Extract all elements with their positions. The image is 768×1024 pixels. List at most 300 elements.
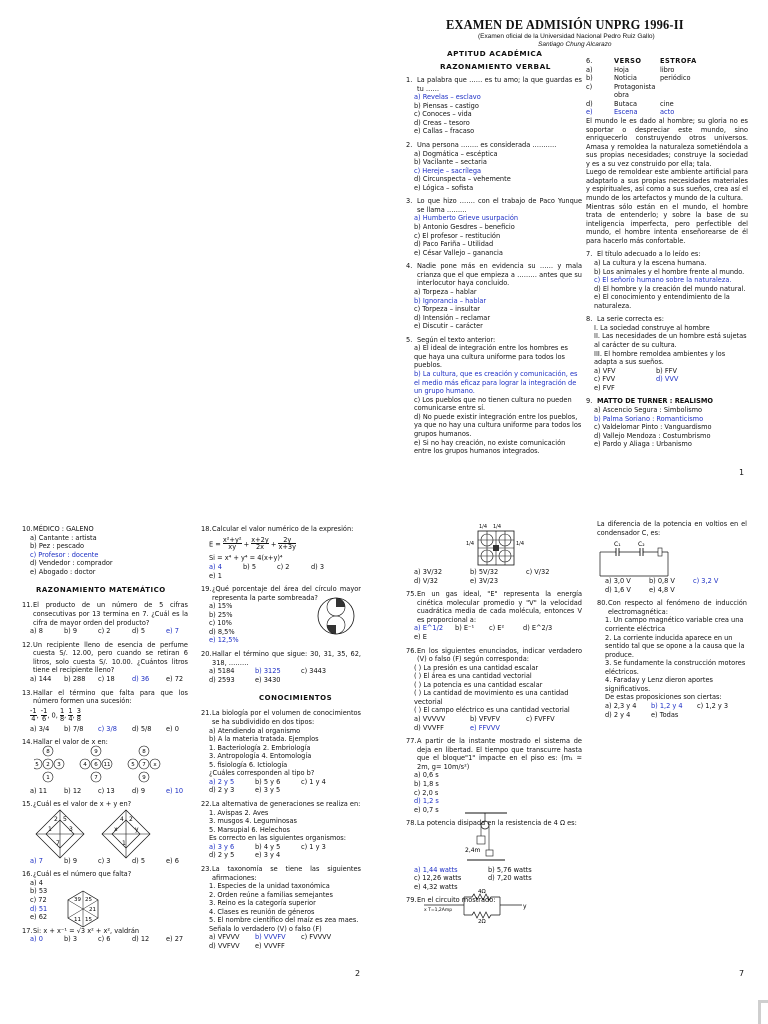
q78-circuit-figure <box>422 887 534 925</box>
answer-option[interactable]: c) 3,2 V <box>693 577 719 586</box>
answer-option[interactable]: d) Intensión – reclamar <box>414 313 491 322</box>
answer-option[interactable]: b) 1,2 y 4 <box>651 702 683 710</box>
q6-header-estrofa: ESTROFA <box>660 57 697 65</box>
question-number: 18. <box>201 525 212 533</box>
answer-options <box>201 563 361 580</box>
answer-option[interactable]: a) Cantante : artista <box>30 533 97 542</box>
answer-option[interactable]: e) 6 <box>166 856 179 865</box>
answer-option[interactable]: d) 36 <box>132 674 150 683</box>
question-text: MATTO DE TURNER : REALISMO <box>597 397 713 406</box>
question-stem <box>22 689 188 706</box>
answer-option[interactable]: b) 1,8 s <box>414 779 439 788</box>
answer-option[interactable]: a) 8 <box>30 627 43 636</box>
q79-intro: La diferencia de la potencia en voltios en el condensador C, es: <box>597 520 747 537</box>
answer-option[interactable]: d) No puede existir integración entre los pueblos, ya que no hay una cultura uniforme para todos los grupos humanos. <box>414 412 582 438</box>
answer-option[interactable]: d) 2 y 5 <box>209 851 235 860</box>
answer-option[interactable]: c) FVV <box>594 375 616 384</box>
answer-option[interactable]: b) Palma Soriano : Romanticismo <box>594 414 704 423</box>
question-text: La palabra que …… es tu amo; la que guardas es tu …… <box>417 76 582 93</box>
answer-option[interactable]: c) E² <box>489 624 505 633</box>
answer-option[interactable]: e) Discutir – carácter <box>414 322 483 331</box>
answer-option[interactable]: c) FVVVV <box>301 933 332 942</box>
answer-option[interactable]: a) Ascencio Segura : Simbolismo <box>594 405 703 414</box>
question-statement: ¿Cuáles corresponden al tipo b? <box>209 769 315 778</box>
answer-options <box>201 843 361 860</box>
answer-option[interactable]: b) Pez : pescado <box>30 542 85 551</box>
answer-option[interactable]: a) El ideal de integración entre los hombres es que haya una cultura uniforme para todos los pueblos. <box>414 344 568 370</box>
q14-number: 7 <box>94 775 98 781</box>
answer-option[interactable]: d) Creas – tesoro <box>414 118 470 127</box>
answer-option[interactable]: c) 1 y 3 <box>301 842 326 851</box>
answer-option[interactable]: d) VVFVV <box>209 942 240 950</box>
answer-options <box>22 935 188 944</box>
answer-option[interactable]: d) 5 <box>132 627 146 636</box>
svg-text:x: x <box>114 826 118 833</box>
question-stem <box>406 197 582 214</box>
svg-text:x T=1,2Amp: x T=1,2Amp <box>424 908 453 913</box>
answer-option[interactable]: b) 5 <box>243 562 257 571</box>
q14-number: x <box>153 762 157 768</box>
answer-option[interactable]: a) 11 <box>30 786 48 795</box>
q14-circles-figure <box>34 744 164 784</box>
question-block <box>586 250 748 310</box>
answer-option[interactable]: e) 62 <box>30 913 48 922</box>
answer-option[interactable]: a) 3 y 6 <box>209 842 235 851</box>
answer-option[interactable]: a) 0 <box>30 935 43 944</box>
answer-option[interactable]: d) 8,5% <box>209 627 235 636</box>
answer-option[interactable]: c) 6 <box>98 935 111 944</box>
question-number: 77. <box>406 737 417 746</box>
q6-option-row[interactable] <box>586 100 699 109</box>
question-stem <box>201 709 361 726</box>
svg-text:1: 1 <box>122 840 126 847</box>
svg-text:1/4: 1/4 <box>466 541 475 547</box>
q74-figure <box>466 521 528 569</box>
question-text: Un recipiente lleno de esencia de perfume cuesta S/. 12.00, pero cuando se retiran 6 litros, solo cuesta S/. 10.00. ¿Cuántos litros tiene el recipiente lleno? <box>33 640 188 675</box>
answer-option[interactable]: a) 144 <box>30 674 52 683</box>
q14-number: 11 <box>103 762 111 768</box>
question-block <box>597 599 747 719</box>
q18-expression: E = $\frac{\text{x²+y²}}{xy}$ + $\frac{x+2y}{2x}$ + $\frac{2y}{x+3y}$ <box>209 535 297 552</box>
answer-option[interactable]: b) 3125 <box>255 667 281 676</box>
question-number: 14. <box>22 738 33 747</box>
q6-cell: Butaca <box>614 99 637 108</box>
question-number: 15. <box>22 800 33 809</box>
question-stem <box>22 525 188 534</box>
svg-text:7: 7 <box>56 840 60 847</box>
question-block <box>406 647 582 733</box>
question-stem <box>406 76 582 93</box>
answer-option[interactable]: e) E <box>414 632 427 641</box>
question-number: 2. <box>406 140 413 149</box>
answer-option[interactable]: e) 27 <box>166 935 184 944</box>
answer-option[interactable]: d) 9 <box>132 786 146 795</box>
svg-text:11: 11 <box>74 917 81 923</box>
answer-option[interactable]: c) 1 y 4 <box>301 777 326 786</box>
answer-options <box>406 93 582 136</box>
answer-option[interactable]: d) 51 <box>30 904 48 913</box>
exam-author: Santiago Chung Alcarazo <box>538 41 612 48</box>
answer-option[interactable]: e) Si no hay creación, no existe comunicación entre los grupos humanos integrados. <box>414 438 566 456</box>
answer-option[interactable]: c) Profesor : docente <box>30 550 99 559</box>
answer-option[interactable]: c) El señorío humano sobre la naturaleza. <box>594 276 732 285</box>
answer-option[interactable]: a) VFVVV <box>209 933 240 942</box>
question-number: 23. <box>201 864 212 873</box>
q6-option-row[interactable] <box>586 83 699 100</box>
answer-option[interactable]: b) La cultura, que es creación y comunicación, es el medio más eficaz para lograr la integración de un grupo humano. <box>414 370 578 396</box>
answer-option[interactable]: a) 2 y 5 <box>209 777 235 786</box>
answer-option[interactable]: e) FFVVV <box>470 723 500 732</box>
answer-option[interactable]: a) 2,3 y 4 <box>605 702 637 710</box>
q6-cell: libro <box>660 65 675 74</box>
answer-option[interactable]: a) 4 <box>30 878 43 887</box>
question-number: 16. <box>22 870 33 879</box>
answer-option[interactable]: b) E⁻¹ <box>455 624 475 633</box>
answer-option[interactable]: b) FFV <box>656 366 677 375</box>
answer-options <box>201 667 361 684</box>
q6-cell: Hoja <box>614 65 629 74</box>
answer-option[interactable]: e) Lógica – sofista <box>414 183 474 192</box>
answer-option[interactable]: b) 4 y 5 <box>255 842 281 851</box>
question-text: Con respecto al fenómeno de inducción electromagnética: <box>608 599 747 616</box>
answer-options <box>22 627 188 636</box>
question-text: MÉDICO : GALENO <box>33 525 94 533</box>
answer-option[interactable]: c) FVFFV <box>526 715 555 723</box>
answer-option[interactable]: b) 9 <box>64 627 78 636</box>
answer-option[interactable]: e) 0 <box>166 724 179 733</box>
q6-option-row[interactable] <box>586 66 699 75</box>
q14-number: 6 <box>94 762 98 768</box>
answer-option[interactable]: a) Humberto Grieve usurpación <box>414 214 519 223</box>
answer-option[interactable]: a) La cultura y la escena humana. <box>594 258 707 267</box>
answer-option[interactable]: b) 5,76 watts <box>488 865 532 874</box>
answer-option[interactable]: e) Abogado : doctor <box>30 567 96 576</box>
question-text: La taxonomía se tiene las siguientes afirmaciones: <box>212 864 361 882</box>
answer-option[interactable]: b) 3 <box>64 935 78 944</box>
answer-option[interactable]: a) 1,44 watts <box>414 865 458 874</box>
answer-option[interactable]: e) FVF <box>594 383 615 392</box>
question-stem <box>406 737 582 771</box>
question-text: Según el texto anterior: <box>417 335 496 344</box>
answer-option[interactable]: a) 7 <box>30 856 43 865</box>
answer-option[interactable]: c) Hereje – sacrílega <box>414 166 482 175</box>
q6-cell: acto <box>660 108 675 117</box>
question-number: 11. <box>22 601 33 610</box>
answer-option[interactable]: e) 4,32 watts <box>414 882 458 891</box>
answer-option[interactable]: d) 2593 <box>209 675 235 684</box>
answer-option[interactable]: c) Valdelomar Pinto : Vanguardismo <box>594 423 712 432</box>
answer-option[interactable]: d) E^2/3 <box>523 624 553 633</box>
answer-option[interactable]: c) Torpeza – insultar <box>414 305 480 314</box>
answer-option[interactable]: e) 72 <box>166 674 184 683</box>
question-stem <box>201 525 361 534</box>
answer-option[interactable]: e) 3 y 5 <box>255 786 281 795</box>
question-statement: ( ) El área es una cantidad vectorial <box>414 672 532 681</box>
answer-option[interactable]: b) Los animales y el hombre frente al mundo. <box>594 267 745 276</box>
question-number: 10. <box>22 525 33 533</box>
question-statement: 3. Se fundamente la construcción motores eléctricos. <box>605 659 746 676</box>
answer-option[interactable]: e) El conocimiento y entendimiento de la naturaleza. <box>594 293 730 310</box>
question-stem <box>22 870 188 879</box>
question-stem <box>22 601 188 627</box>
answer-options <box>586 259 748 310</box>
question-statement: b) A la materia tratada. Ejemplos <box>209 735 319 744</box>
answer-option[interactable]: e) 3V/23 <box>470 576 499 585</box>
answer-options <box>406 624 582 641</box>
answer-option[interactable]: d) 5/8 <box>132 724 152 733</box>
answer-option[interactable]: c) 18 <box>98 674 115 683</box>
question-stem <box>406 141 582 150</box>
answer-option[interactable]: b) 25% <box>209 610 233 619</box>
answer-option[interactable]: a) 4 <box>209 562 222 571</box>
question-block <box>201 709 361 795</box>
answer-option[interactable]: b) VFVFV <box>470 715 500 723</box>
answer-option[interactable]: d) VVV <box>656 375 679 384</box>
answer-option[interactable]: b) Piensas – castigo <box>414 101 479 110</box>
q14-number: 2 <box>46 762 50 768</box>
question-statement: III. El hombre remoldea ambientes y los adapta a sus sueños. <box>594 349 726 367</box>
answer-option[interactable]: b) 7/8 <box>64 724 84 733</box>
answer-option[interactable]: d) 1,6 V <box>605 585 631 594</box>
question-text: Nadie pone más en evidencia su …… y mala crianza que el que empieza a ……… antes que su interlocutor haya concluido. <box>417 262 582 288</box>
question-text: Lo que hizo ……. con el trabajo de Paco Yunque se llama ……… <box>417 197 582 214</box>
svg-text:C₁: C₁ <box>614 541 621 548</box>
answer-option[interactable]: c) 1,2 y 3 <box>697 702 729 710</box>
answer-option[interactable]: c) 12,26 watts <box>414 874 462 883</box>
page-number-2: 2 <box>355 969 361 978</box>
answer-option[interactable]: a) VFV <box>594 366 616 375</box>
answer-option[interactable]: e) 4,8 V <box>649 585 675 594</box>
q14-number: 9 <box>94 749 98 755</box>
answer-option[interactable]: d) El hombre y la creación del mundo natural. <box>594 284 746 293</box>
answer-option[interactable]: b) Ignorancia – hablar <box>414 296 487 305</box>
question-text: Calcular el valor numérico de la expresión: <box>212 525 354 533</box>
q6-table <box>586 57 699 117</box>
answer-option[interactable]: a) 5184 <box>209 667 235 676</box>
question-statement: Es correcto en las siguientes organismos: <box>209 834 346 843</box>
question-stem <box>406 336 582 345</box>
answer-option[interactable]: d) 12 <box>132 935 150 944</box>
answer-option[interactable]: b) 288 <box>64 674 86 683</box>
text-paragraph-2: Luego de remoldear este ambiente artificial para adaptarlo a sus propias necesidades materiales y espirituales, así como a sus sueños, crea así el mundo de los artefactos y mundo de la cultura. <box>586 168 748 202</box>
answer-option[interactable]: a) Dogmática – escéptica <box>414 149 498 158</box>
question-statement: 2. Orden reúne a familias semejantes <box>209 890 333 899</box>
answer-option[interactable]: d) VVVFF <box>414 723 444 732</box>
answer-options <box>406 771 582 814</box>
answer-option[interactable]: c) 2 <box>277 562 290 571</box>
question-block <box>586 315 748 392</box>
answer-option[interactable]: b) 12 <box>64 786 82 795</box>
answer-option[interactable]: d) 3 <box>311 562 325 571</box>
answer-option[interactable]: b) 53 <box>30 887 48 896</box>
answer-option[interactable]: d) Vendedor : comprador <box>30 559 113 568</box>
question-number: 4. <box>406 262 413 271</box>
answer-option[interactable]: a) 3/4 <box>30 724 50 733</box>
question-text: En los siguientes enunciados, indicar verdadero (V) o falso (F) según corresponda: <box>417 646 582 664</box>
svg-text:2: 2 <box>129 816 133 823</box>
question-block <box>22 641 188 684</box>
answer-option[interactable]: d) 2 y 4 <box>605 710 631 719</box>
question-statement: 4. Clases es reunión de géneros <box>209 907 315 916</box>
answer-option[interactable]: b) 0,8 V <box>649 577 675 586</box>
q14-number: 1 <box>46 775 50 781</box>
answer-option[interactable]: e) 3 y 4 <box>255 851 281 860</box>
q6-option-row[interactable] <box>586 74 699 83</box>
svg-text:5: 5 <box>63 816 67 823</box>
question-number: 20. <box>201 650 212 659</box>
section-aptitud: APTITUD ACADÉMICA <box>447 49 543 58</box>
q6-cell: cine <box>660 99 674 108</box>
answer-option[interactable]: b) Vacilante – sectaria <box>414 158 487 167</box>
section-verbal: RAZONAMIENTO VERBAL <box>440 62 551 71</box>
question-stem <box>586 397 748 406</box>
question-stem <box>22 641 188 675</box>
q6-option-row[interactable] <box>586 108 699 117</box>
q74-options <box>406 568 582 585</box>
answer-option[interactable]: a) 0,6 s <box>414 771 439 780</box>
answer-option[interactable]: a) VVVVV <box>414 715 446 723</box>
answer-option[interactable]: e) Todas <box>651 710 679 719</box>
answer-option[interactable]: b) 5 y 6 <box>255 777 281 786</box>
question-number: 79. <box>406 896 417 905</box>
question-text: Si: x + x⁻¹ = √3 x² + x², valdrán <box>33 926 140 935</box>
q14-number: 7 <box>142 762 146 768</box>
question-number: 8. <box>586 315 593 324</box>
exam-title: EXAMEN DE ADMISIÓN UNPRG 1996-II <box>446 17 684 32</box>
answer-option[interactable]: c) El profesor – restitución <box>414 231 501 240</box>
answer-option[interactable]: a) 15% <box>209 602 233 611</box>
question-statement: ( ) El campo eléctrico es una cantidad vectorial <box>414 706 570 715</box>
question-stem <box>201 800 361 809</box>
question-block <box>201 865 361 951</box>
q6-cell: b) <box>586 74 593 83</box>
answer-option[interactable]: e) 12,5% <box>209 636 239 645</box>
answer-option[interactable]: d) V/32 <box>414 576 438 585</box>
edge-mark-vertical <box>758 1000 761 1024</box>
question-statement: 3. Reino es la categoría superior <box>209 899 316 908</box>
answer-options <box>586 367 748 393</box>
question-text: Hallar el valor de x en: <box>33 738 108 747</box>
answer-options <box>22 675 188 684</box>
answer-option[interactable]: d) 7,20 watts <box>488 874 532 883</box>
answer-option[interactable]: c) 13 <box>98 786 115 795</box>
question-number: 75. <box>406 590 417 599</box>
question-block <box>22 689 188 734</box>
answer-option[interactable]: e) Callas – fracaso <box>414 127 475 136</box>
answer-option[interactable]: c) Conoces – vida <box>414 110 472 119</box>
svg-text:3: 3 <box>69 826 73 833</box>
answer-option[interactable]: d) 2 y 3 <box>209 786 235 795</box>
svg-text:2Ω: 2Ω <box>478 919 486 925</box>
question-block <box>22 601 188 635</box>
answer-options <box>406 288 582 331</box>
answer-option[interactable]: a) 3V/32 <box>414 568 443 576</box>
question-number: 13. <box>22 688 33 697</box>
question-block <box>586 397 748 448</box>
question-block <box>22 870 188 921</box>
question-text: Una persona …….. es considerada ……….. <box>417 140 557 149</box>
question-number: 80. <box>597 599 608 608</box>
answer-option[interactable]: d) 1,2 s <box>414 797 439 806</box>
answer-option[interactable]: c) 2,0 s <box>414 788 439 797</box>
answer-option[interactable]: d) 5 <box>132 856 146 865</box>
question-statement: 3. Antropología 4. Entomología <box>209 752 312 761</box>
page-number-7: 7 <box>739 969 745 978</box>
answer-option[interactable]: c) V/32 <box>526 568 550 576</box>
answer-option[interactable]: a) E^1/2 <box>414 624 444 633</box>
answer-option[interactable]: a) Revelas – esclavo <box>414 93 481 102</box>
svg-text:y: y <box>523 903 527 910</box>
question-statement: ( ) La potencia es una cantidad escalar <box>414 680 543 689</box>
answer-option[interactable]: d) Paco Fariña – Utilidad <box>414 240 494 249</box>
question-number: 3. <box>406 197 413 206</box>
answer-option[interactable]: e) 7 <box>166 627 179 636</box>
q13-sequence: $\frac{-1}{4}$ , $\frac{-1}{6}$ , 0, $\frac{1}{8}$ , $\frac{1}{4}$ , $\frac{3}{8}$ <box>30 706 81 723</box>
answer-option[interactable]: e) 0,7 s <box>414 805 439 814</box>
answer-option[interactable]: b) 9 <box>64 856 78 865</box>
question-block <box>406 590 582 641</box>
question-statement: 1. Un campo magnético variable crea una corriente eléctrica <box>605 616 744 633</box>
answer-option[interactable]: a) 3,0 V <box>605 577 631 586</box>
answer-option[interactable]: c) 72 <box>30 896 47 904</box>
question-statement: 5. El nombre científico del maíz es zea maes. <box>209 916 359 925</box>
question-statement: Señala lo verdadero (V) o falso (F) <box>209 924 322 933</box>
question-stem <box>597 599 747 616</box>
question-text: La alternativa de generaciones se realiza en: <box>212 800 361 808</box>
answer-option[interactable]: d) Circunspecta – vehemente <box>414 175 511 184</box>
question-number: 21. <box>201 709 212 718</box>
question-statement: a) Atendiendo al organismo <box>209 726 301 735</box>
section-matematico: RAZONAMIENTO MATEMÁTICO <box>36 586 166 595</box>
svg-text:2,4m: 2,4m <box>465 847 481 854</box>
answer-option[interactable]: c) 2 <box>98 627 111 636</box>
question-number: 22. <box>201 800 212 808</box>
answer-option[interactable]: e) César Vallejo – ganancia <box>414 248 503 257</box>
answer-option[interactable]: c) 3/8 <box>98 724 117 733</box>
answer-option[interactable]: d) Vallejo Mendoza : Costumbrismo <box>594 431 711 440</box>
answer-option[interactable]: e) 1 <box>209 571 222 580</box>
answer-option[interactable]: e) VVVFF <box>255 942 285 950</box>
answer-option[interactable]: e) Pardo y Aliaga : Urbanismo <box>594 440 692 449</box>
question-number: 1. <box>406 76 413 84</box>
question-number: 17. <box>22 926 33 935</box>
answer-option[interactable]: c) Los pueblos que no tienen cultura no pueden comunicarse entre sí. <box>414 395 572 413</box>
answer-options <box>22 725 188 734</box>
q6-number: 6. <box>586 57 593 65</box>
question-block <box>201 525 361 580</box>
question-statement: 1. Bacteriología 2. Embriología <box>209 743 311 752</box>
answer-option[interactable]: b) 5V/32 <box>470 568 499 576</box>
answer-option[interactable]: e) 10 <box>166 786 184 795</box>
answer-option[interactable]: e) 3430 <box>255 675 281 684</box>
question-stem <box>201 865 361 882</box>
answer-option[interactable]: c) 3443 <box>301 667 327 676</box>
answer-option[interactable]: b) VVVFV <box>255 933 286 942</box>
answer-option[interactable]: c) 3 <box>98 856 111 865</box>
question-text: En el circuito mostrado: <box>417 896 496 905</box>
q16-hexagon-figure <box>66 889 100 929</box>
question-stem <box>406 262 582 288</box>
answer-option[interactable]: c) 10% <box>209 619 232 628</box>
q6-cell: a) <box>586 65 593 74</box>
question-number: 78. <box>406 819 417 828</box>
svg-text:1/4: 1/4 <box>479 524 488 530</box>
question-number: 9. <box>586 397 593 406</box>
answer-option[interactable]: a) Torpeza – hablar <box>414 287 477 296</box>
question-statement: 5. fisiología 6. Ictiología <box>209 760 288 769</box>
q6-cell: d) <box>586 99 593 108</box>
answer-option[interactable]: b) Antonio Gesdres – beneficio <box>414 223 515 231</box>
